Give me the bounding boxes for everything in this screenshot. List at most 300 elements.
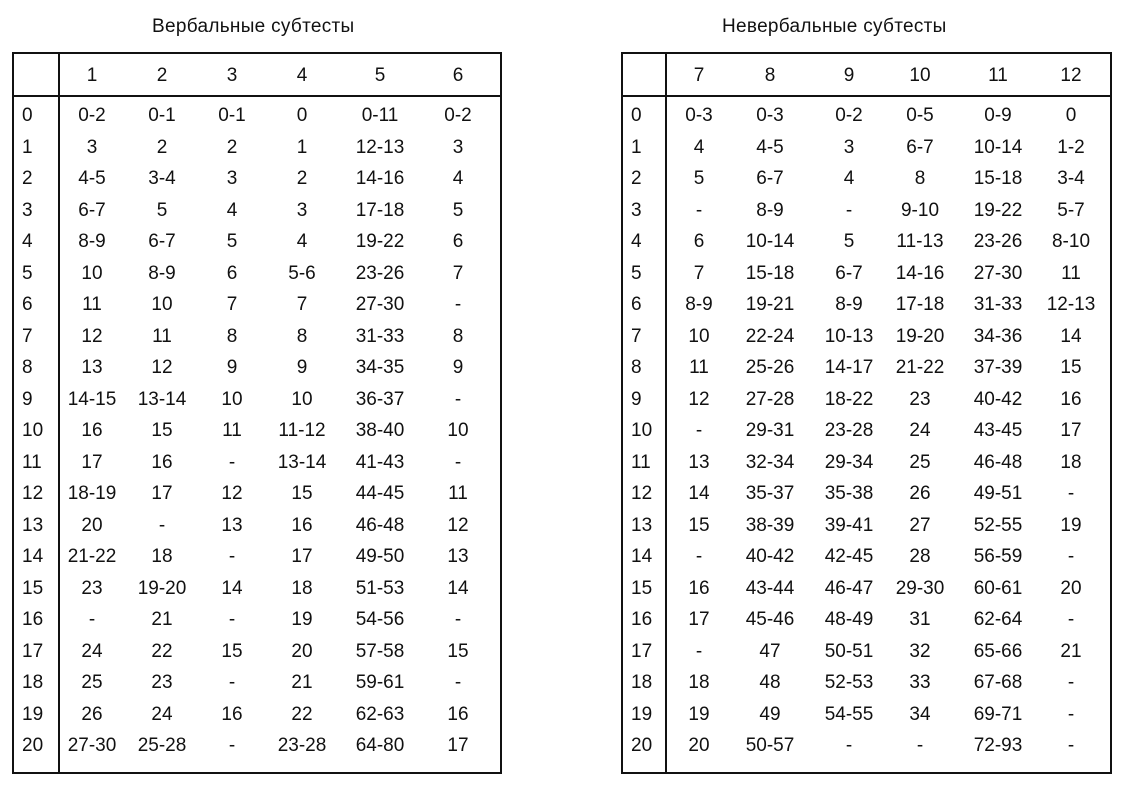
table-cell: 13 <box>447 546 469 567</box>
row-label: 18 <box>22 672 44 693</box>
table-cell: 0-3 <box>756 105 784 126</box>
table-cell: 25-26 <box>745 357 795 378</box>
table-cell: - <box>695 546 703 567</box>
table-cell: 23 <box>81 577 103 599</box>
table-cell: 15-18 <box>745 262 795 284</box>
table-cell: 18 <box>1060 451 1082 473</box>
row-label: 1 <box>22 136 33 158</box>
nonverbal-title: Невербальные субтесты <box>722 16 947 37</box>
row-label: 8 <box>631 357 642 378</box>
column-header: 10 <box>909 65 931 86</box>
table-cell: 6-7 <box>148 231 176 252</box>
table-cell: 0-1 <box>148 105 176 126</box>
table-cell: 33 <box>909 672 931 693</box>
table-cell: 19-20 <box>137 577 187 599</box>
table-cell: 8-9 <box>148 262 176 284</box>
table-cell: 11 <box>222 420 242 441</box>
table-cell: 20 <box>1060 577 1082 599</box>
table-cell: 18-22 <box>824 388 874 410</box>
row-label: 19 <box>22 703 44 725</box>
table-cell: 19 <box>688 703 710 725</box>
table-cell: 3 <box>86 136 98 158</box>
table-cell: 18 <box>688 672 710 693</box>
table-cell: 10-14 <box>973 136 1023 158</box>
table-cell: 27-30 <box>67 735 117 756</box>
table-cell: 2 <box>226 136 238 158</box>
table-cell: 0-3 <box>685 105 713 126</box>
table-cell: 38-39 <box>745 514 795 536</box>
table-cell: 7 <box>226 294 238 315</box>
column-header: 3 <box>226 65 238 86</box>
row-label: 3 <box>631 199 642 221</box>
table-cell: 47 <box>759 640 781 662</box>
row-label: 16 <box>22 609 44 630</box>
table-cell: 11 <box>448 483 468 504</box>
table-cell: 10-13 <box>824 325 874 347</box>
table-cell: 23-28 <box>277 735 327 756</box>
row-label: 7 <box>631 325 642 347</box>
table-cell: 62-64 <box>973 609 1023 630</box>
table-cell: 69-71 <box>973 703 1023 725</box>
table-cell: - <box>228 609 236 630</box>
row-label: 14 <box>631 546 653 567</box>
table-cell: 0-1 <box>218 105 246 126</box>
table-cell: 3 <box>843 136 855 158</box>
table-cell: 9-10 <box>900 199 940 221</box>
table-cell: 21 <box>1060 640 1082 662</box>
table-cell: 13-14 <box>137 388 187 410</box>
column-header: 9 <box>843 65 855 86</box>
table-cell: 52-55 <box>973 514 1023 536</box>
table-cell: 11 <box>1061 262 1081 284</box>
table-cell: 3 <box>226 168 238 189</box>
row-label: 13 <box>22 514 44 536</box>
table-cell: 10 <box>447 420 469 441</box>
table-cell: - <box>1067 735 1075 756</box>
table-cell: 7 <box>693 262 705 284</box>
table-cell: 8-9 <box>78 231 106 252</box>
table-cell: 12 <box>447 514 469 536</box>
table-cell: 40-42 <box>745 546 795 567</box>
table-cell: 17-18 <box>895 294 945 315</box>
table-cell: 26 <box>81 703 103 725</box>
table-cell: 49-51 <box>973 483 1023 504</box>
table-cell: 12 <box>81 325 103 347</box>
row-label: 20 <box>22 735 44 756</box>
row-label: 14 <box>22 546 44 567</box>
table-cell: 32-34 <box>745 451 795 473</box>
table-cell: 0-11 <box>361 105 399 126</box>
table-cell: 59-61 <box>355 672 405 693</box>
table-cell: 19-21 <box>745 294 795 315</box>
table-cell: 23-26 <box>973 231 1023 252</box>
nonverbal-table <box>621 52 1112 774</box>
column-header: 12 <box>1060 65 1082 86</box>
table-cell: 0-5 <box>906 105 934 126</box>
table-cell: 11 <box>152 325 172 347</box>
table-cell: 0-2 <box>78 105 106 126</box>
table-cell: 5 <box>693 168 705 189</box>
row-label: 10 <box>631 420 653 441</box>
row-label: 13 <box>631 514 653 536</box>
table-cell: - <box>88 609 96 630</box>
table-cell: 14-17 <box>824 357 874 378</box>
table-cell: 22 <box>151 640 173 662</box>
table-cell: 6-7 <box>906 136 934 158</box>
column-header: 4 <box>296 65 308 86</box>
table-cell: 16 <box>291 514 313 536</box>
table-cell: 19-22 <box>973 199 1023 221</box>
table-cell: - <box>228 546 236 567</box>
table-cell: 31-33 <box>355 325 405 347</box>
table-cell: 41-43 <box>355 451 405 473</box>
table-cell: 29-30 <box>895 577 945 599</box>
table-cell: 5 <box>452 199 464 221</box>
table-cell: 42-45 <box>824 546 874 567</box>
row-label: 9 <box>22 388 33 410</box>
table-cell: 6-7 <box>756 168 784 189</box>
row-label: 15 <box>22 577 44 599</box>
table-cell: 49-50 <box>355 546 405 567</box>
table-cell: 29-31 <box>745 420 795 441</box>
table-cell: 6 <box>452 231 464 252</box>
table-cell: 4 <box>296 231 308 252</box>
row-label: 4 <box>631 231 642 252</box>
table-cell: 10 <box>221 388 243 410</box>
column-header: 5 <box>374 65 386 86</box>
table-cell: 25-28 <box>137 735 187 756</box>
verbal-table <box>12 52 502 774</box>
table-cell: 16 <box>151 451 173 473</box>
table-cell: 10 <box>688 325 710 347</box>
row-label: 5 <box>22 262 33 284</box>
table-cell: 45-46 <box>745 609 795 630</box>
table-cell: 28 <box>909 546 931 567</box>
table-cell: 8 <box>914 168 926 189</box>
table-cell: 19 <box>1060 514 1082 536</box>
table-cell: 27-30 <box>973 262 1023 284</box>
table-cell: 20 <box>81 514 103 536</box>
table-cell: 23 <box>909 388 931 410</box>
table-cell: 15 <box>688 514 710 536</box>
header-divider <box>623 95 1110 97</box>
table-cell: - <box>1067 546 1075 567</box>
table-cell: 32 <box>909 640 931 662</box>
table-cell: - <box>695 640 703 662</box>
table-cell: 6-7 <box>78 199 106 221</box>
table-cell: 43-45 <box>973 420 1023 441</box>
table-cell: - <box>1067 609 1075 630</box>
table-cell: 50-57 <box>745 735 795 756</box>
table-cell: - <box>454 672 462 693</box>
table-cell: - <box>454 609 462 630</box>
table-cell: 22 <box>291 703 313 725</box>
table-cell: 16 <box>447 703 469 725</box>
table-cell: 27-30 <box>355 294 405 315</box>
table-cell: 57-58 <box>355 640 405 662</box>
table-cell: 10-14 <box>745 231 795 252</box>
table-cell: 20 <box>688 735 710 756</box>
row-label: 18 <box>631 672 653 693</box>
table-cell: 51-53 <box>355 577 405 599</box>
table-cell: 13 <box>688 451 710 473</box>
table-cell: 4-5 <box>756 136 784 158</box>
table-cell: 72-93 <box>973 735 1023 756</box>
table-cell: 27-28 <box>745 388 795 410</box>
table-cell: 9 <box>296 357 308 378</box>
table-cell: 0-2 <box>835 105 863 126</box>
table-cell: 23-28 <box>824 420 874 441</box>
table-cell: 17 <box>688 609 710 630</box>
table-cell: 3 <box>452 136 464 158</box>
column-header: 11 <box>988 65 1008 86</box>
table-cell: 37-39 <box>973 357 1023 378</box>
table-cell: 14 <box>221 577 243 599</box>
table-cell: 7 <box>296 294 308 315</box>
table-cell: 8 <box>226 325 238 347</box>
row-label: 7 <box>22 325 33 347</box>
table-cell: 14-15 <box>67 388 117 410</box>
table-cell: 27 <box>909 514 931 536</box>
row-label: 12 <box>631 483 653 504</box>
table-cell: 23-26 <box>355 262 405 284</box>
table-cell: - <box>228 672 236 693</box>
table-cell: 10 <box>151 294 173 315</box>
row-label: 10 <box>22 420 44 441</box>
table-cell: 2 <box>156 136 168 158</box>
table-cell: 16 <box>1060 388 1082 410</box>
row-label: 15 <box>631 577 653 599</box>
row-label: 0 <box>631 105 642 126</box>
table-cell: 17 <box>291 546 313 567</box>
column-header: 2 <box>156 65 168 86</box>
table-cell: 14 <box>688 483 710 504</box>
table-cell: 31 <box>909 609 931 630</box>
table-cell: 3-4 <box>1057 168 1085 189</box>
table-cell: 46-48 <box>973 451 1023 473</box>
row-label: 11 <box>22 451 42 473</box>
table-cell: 17 <box>151 483 173 504</box>
table-cell: 38-40 <box>355 420 405 441</box>
table-cell: 21 <box>151 609 173 630</box>
table-cell: 21-22 <box>67 546 117 567</box>
table-cell: 24 <box>81 640 103 662</box>
table-cell: 15 <box>1060 357 1082 378</box>
table-cell: 11-13 <box>896 231 944 252</box>
table-cell: 21 <box>291 672 313 693</box>
table-cell: 8-10 <box>1051 231 1091 252</box>
table-cell: 13 <box>221 514 243 536</box>
table-cell: 8-9 <box>685 294 713 315</box>
table-cell: - <box>454 294 462 315</box>
table-cell: 54-56 <box>355 609 405 630</box>
table-cell: 11 <box>689 357 709 378</box>
table-cell: 16 <box>81 420 103 441</box>
table-cell: 15 <box>447 640 469 662</box>
table-cell: 34-36 <box>973 325 1023 347</box>
table-cell: 65-66 <box>973 640 1023 662</box>
table-cell: 14 <box>1060 325 1082 347</box>
table-cell: 67-68 <box>973 672 1023 693</box>
row-label: 1 <box>631 136 642 158</box>
header-divider <box>14 95 500 97</box>
table-cell: 4 <box>693 136 705 158</box>
row-label: 4 <box>22 231 33 252</box>
table-cell: 25 <box>81 672 103 693</box>
table-cell: 9 <box>452 357 464 378</box>
table-cell: 49 <box>759 703 781 725</box>
table-cell: 8 <box>452 325 464 347</box>
table-cell: 8-9 <box>835 294 863 315</box>
table-cell: 19 <box>291 609 313 630</box>
table-cell: 48 <box>759 672 781 693</box>
table-cell: 62-63 <box>355 703 405 725</box>
table-cell: 2 <box>296 168 308 189</box>
table-cell: 35-37 <box>745 483 795 504</box>
table-cell: 16 <box>688 577 710 599</box>
table-cell: 50-51 <box>824 640 874 662</box>
table-cell: 4 <box>452 168 464 189</box>
table-cell: - <box>1067 703 1075 725</box>
table-cell: 5 <box>843 231 855 252</box>
table-cell: 19-22 <box>355 231 405 252</box>
table-cell: 43-44 <box>745 577 795 599</box>
table-cell: - <box>228 735 236 756</box>
table-cell: 36-37 <box>355 388 405 410</box>
row-label: 6 <box>631 294 642 315</box>
table-cell: 21-22 <box>895 357 945 378</box>
table-cell: 3 <box>296 199 308 221</box>
table-cell: 29-34 <box>824 451 874 473</box>
table-cell: - <box>695 420 703 441</box>
table-cell: 14-16 <box>355 168 405 189</box>
table-cell: 56-59 <box>973 546 1023 567</box>
table-cell: 31-33 <box>973 294 1023 315</box>
row-label: 8 <box>22 357 33 378</box>
table-cell: 1 <box>296 136 308 158</box>
row-label: 11 <box>631 451 651 473</box>
column-header: 1 <box>86 65 98 86</box>
table-cell: 23 <box>151 672 173 693</box>
table-cell: 8 <box>296 325 308 347</box>
table-cell: 17 <box>447 735 469 756</box>
table-cell: 26 <box>909 483 931 504</box>
table-cell: 5-7 <box>1057 199 1085 221</box>
table-cell: 46-47 <box>824 577 874 599</box>
table-cell: 20 <box>291 640 313 662</box>
table-cell: 35-38 <box>824 483 874 504</box>
table-cell: - <box>158 514 166 536</box>
table-cell: 4 <box>843 168 855 189</box>
table-cell: 34-35 <box>355 357 405 378</box>
row-label: 0 <box>22 105 33 126</box>
table-cell: 19-20 <box>895 325 945 347</box>
table-cell: - <box>454 388 462 410</box>
table-cell: - <box>1067 483 1075 504</box>
table-cell: 14 <box>447 577 469 599</box>
table-cell: 12-13 <box>1046 294 1096 315</box>
table-cell: 24 <box>909 420 931 441</box>
table-cell: 12 <box>151 357 173 378</box>
table-cell: 15 <box>151 420 173 441</box>
table-cell: - <box>1067 672 1075 693</box>
table-cell: - <box>845 199 853 221</box>
row-label: 16 <box>631 609 653 630</box>
table-cell: 0-9 <box>984 105 1012 126</box>
table-cell: 15 <box>221 640 243 662</box>
verbal-title: Вербальные субтесты <box>152 16 355 37</box>
table-cell: - <box>845 735 853 756</box>
table-cell: 6 <box>226 262 238 284</box>
table-cell: 7 <box>452 262 464 284</box>
table-cell: 39-41 <box>824 514 874 536</box>
table-cell: 3-4 <box>148 168 176 189</box>
table-cell: 46-48 <box>355 514 405 536</box>
table-cell: 34 <box>909 703 931 725</box>
table-cell: 0 <box>296 105 308 126</box>
row-label: 2 <box>631 168 642 189</box>
table-cell: 17 <box>1060 420 1082 441</box>
table-cell: 5 <box>226 231 238 252</box>
row-label: 19 <box>631 703 653 725</box>
table-cell: 24 <box>151 703 173 725</box>
table-cell: 18 <box>291 577 313 599</box>
table-cell: 5 <box>156 199 168 221</box>
row-label: 6 <box>22 294 33 315</box>
table-cell: 15-18 <box>973 168 1023 189</box>
row-label: 17 <box>22 640 44 662</box>
table-cell: 16 <box>221 703 243 725</box>
table-cell: 0 <box>1065 105 1077 126</box>
table-cell: 4-5 <box>78 168 106 189</box>
table-cell: 25 <box>909 451 931 473</box>
table-cell: 12 <box>221 483 243 504</box>
table-cell: 4 <box>226 199 238 221</box>
row-label: 5 <box>631 262 642 284</box>
table-cell: 40-42 <box>973 388 1023 410</box>
table-cell: 1-2 <box>1057 136 1085 158</box>
row-label: 20 <box>631 735 653 756</box>
table-cell: 0-2 <box>444 105 472 126</box>
table-cell: 6-7 <box>835 262 863 284</box>
table-cell: 54-55 <box>824 703 874 725</box>
table-cell: 64-80 <box>355 735 405 756</box>
column-header: 6 <box>452 65 464 86</box>
table-cell: 44-45 <box>355 483 405 504</box>
table-cell: 18 <box>151 546 173 567</box>
table-cell: 12 <box>688 388 710 410</box>
table-cell: 14-16 <box>895 262 945 284</box>
table-cell: 11 <box>82 294 102 315</box>
table-cell: 13 <box>81 357 103 378</box>
table-cell: - <box>916 735 924 756</box>
row-label: 17 <box>631 640 653 662</box>
column-header: 8 <box>764 65 776 86</box>
table-cell: 17 <box>81 451 103 473</box>
table-cell: - <box>454 451 462 473</box>
table-cell: 22-24 <box>745 325 795 347</box>
row-label: 2 <box>22 168 33 189</box>
table-cell: 9 <box>226 357 238 378</box>
table-cell: 10 <box>81 262 103 284</box>
row-label: 3 <box>22 199 33 221</box>
column-header: 7 <box>693 65 705 86</box>
table-cell: 6 <box>693 231 705 252</box>
table-cell: 12-13 <box>355 136 405 158</box>
table-cell: - <box>228 451 236 473</box>
table-cell: 48-49 <box>824 609 874 630</box>
table-cell: 13-14 <box>277 451 327 473</box>
